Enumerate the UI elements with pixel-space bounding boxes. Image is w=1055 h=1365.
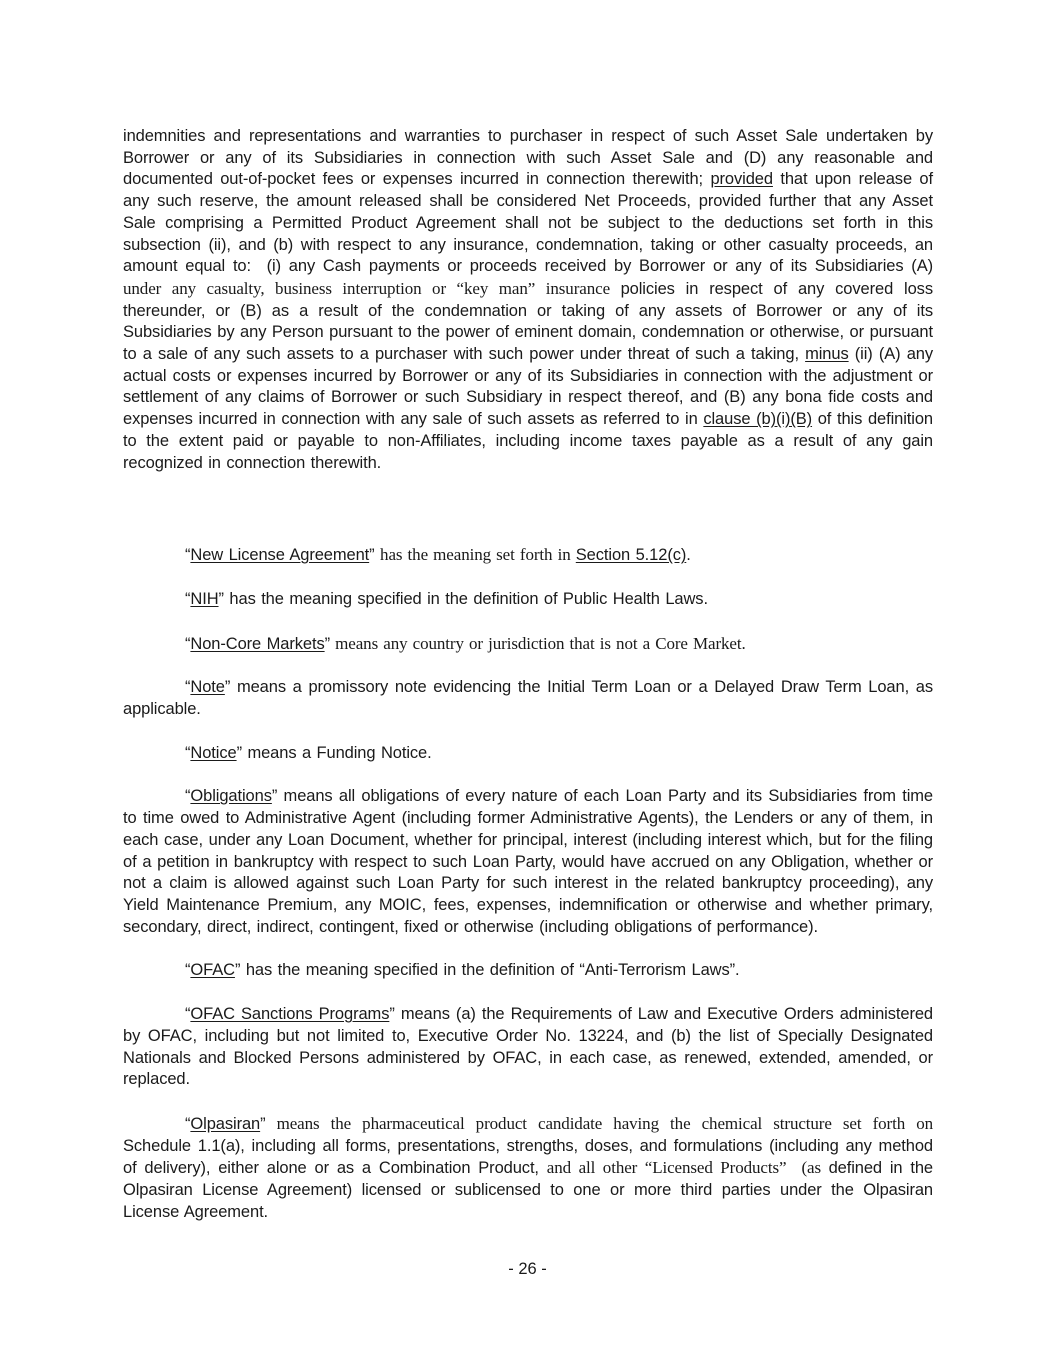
- text-segment: that upon release of any such reserve, the amount released shall be considered Net Proceeds, provided further that any Asset Sale comprising a Permitted Product Agreement shall not be subject to the deductions set forth in this subsection (ii), and (b) with respect to any insurance, condemnation, taking or other casualty proceeds, an amount equal to: (i) any Cash payments or proceeds received by Borrower or any of its Subsidiaries (A): [123, 170, 933, 276]
- text-segment: “: [185, 634, 191, 653]
- defined-term: OFAC: [190, 961, 235, 980]
- text-segment: and all other “Licensed Products” (as: [546, 1158, 829, 1178]
- text-segment: ”: [324, 634, 331, 653]
- text-segment: “: [185, 678, 191, 697]
- defined-term: New License Agreement: [190, 546, 370, 565]
- definition-ofac-sanctions-programs: [123, 1004, 933, 1091]
- text-segment: of this definition to the extent paid or payable to non-Affiliates, including income taxes payable as a result of any gain recognized in connection therewith.: [123, 410, 933, 472]
- definition-obligations: [123, 786, 933, 938]
- text-segment: “: [185, 743, 191, 762]
- defined-term: Olpasiran: [190, 1114, 261, 1133]
- definition-olpasiran: [123, 1113, 933, 1224]
- defined-term: Non-Core Markets: [190, 634, 325, 653]
- text-segment: “: [185, 589, 191, 608]
- definition-nih: [123, 589, 933, 611]
- text-segment: ” means (a) the Requirements of Law and Executive Orders administered by OFAC, including but not limited to, Executive Order No. 13224, and (b) the list of Specially Designated Nationals and Blocked Persons administered by OFAC, in each case, as renewed, extended, amended, or replaced.: [123, 1005, 933, 1089]
- paragraph-asset-sale-continuation: [123, 126, 933, 474]
- text-segment: ”: [260, 1114, 266, 1133]
- text-segment: “: [185, 1114, 191, 1133]
- text-segment: (ii) (A) any actual costs or expenses incurred by Borrower or any of its Subsidiaries in connection with the adjustment or settlement of any claims of Borrower or such Subsidiary in respect thereof, and (B) any bona fide costs and expenses incurred in connection with any sale of such assets as referred to in: [123, 345, 933, 429]
- text-segment: ” has the meaning specified in the definition of Public Health Laws.: [218, 589, 708, 608]
- text-segment: Schedule 1.1(a), including all forms, presentations, strengths, doses, and formulations (including any method of delivery), either alone or as a Combination Product,: [123, 1136, 933, 1178]
- definition-non-core-markets: [123, 633, 933, 656]
- document-body: [123, 126, 933, 1223]
- definition-new-license-agreement: [123, 544, 933, 567]
- defined-term: NIH: [190, 589, 219, 608]
- defined-term: minus: [805, 345, 849, 364]
- defined-term: clause (b)(i)(B): [703, 410, 813, 429]
- text-segment: under any casualty, business interruption or “key man” insurance: [123, 278, 621, 298]
- defined-term: Note: [190, 678, 225, 697]
- text-segment: ” has the meaning specified in the definition of “Anti-Terrorism Laws”.: [234, 961, 740, 980]
- text-segment: ” means a Funding Notice.: [236, 743, 432, 762]
- defined-term: Notice: [190, 743, 237, 762]
- definition-note: [123, 677, 933, 720]
- text-segment: indemnities and representations and warranties to purchaser in respect of such Asset Sale undertaken by Borrower or any of its Subsidiaries in connection with such Asset Sale and (D) any reasonable and documented out-of-pocket fees or expenses incurred in connection therewith;: [123, 127, 933, 189]
- text-segment: ”: [369, 546, 381, 565]
- text-segment: .: [686, 546, 691, 565]
- text-segment: “: [185, 1005, 191, 1024]
- text-segment: means the pharmaceutical product candidate having the chemical structure set forth on: [265, 1113, 933, 1133]
- defined-term: provided: [710, 170, 773, 189]
- text-segment: means any country or jurisdiction that is not a Core Market.: [330, 633, 746, 653]
- definition-notice: [123, 743, 933, 765]
- text-segment: “: [185, 961, 191, 980]
- text-segment: defined in the Olpasiran License Agreement) licensed or sublicensed to one or more third parties under the Olpasiran License Agreement.: [123, 1159, 934, 1221]
- text-segment: has the meaning set forth in: [380, 545, 576, 565]
- text-segment: ” means a promissory note evidencing the Initial Term Loan or a Delayed Draw Term Loan, as applicable.: [123, 678, 933, 719]
- defined-term: OFAC Sanctions Programs: [190, 1005, 390, 1024]
- text-segment: policies in respect of any covered loss thereunder, or (B) as a result of the condemnation or taking of any assets of Borrower or any of its Subsidiaries by any Person pursuant to the power of eminent domain, condemnation or otherwise, or pursuant to a sale of any such assets to a purchaser with such power under threat of such a taking,: [123, 279, 933, 364]
- defined-term: Obligations: [190, 787, 272, 806]
- text-segment: ” means all obligations of every nature of each Loan Party and its Subsidiaries from time to time owed to Administrative Agent (including former Administrative Agents), the Lenders or any of them, in each case, under any Loan Document, whether for principal, interest (including interest which, but for the filing of a petition in bankruptcy with respect to such Loan Party, would have accrued on any Obligation, whether or not a claim is allowed against such Loan Party for such interest in the related bankruptcy proceeding), any Yield Maintenance Premium, any MOIC, fees, expenses, indemnification or otherwise and whether primary, secondary, direct, indirect, contingent, fixed or otherwise (including obligations of performance).: [123, 787, 933, 936]
- text-segment: “: [185, 546, 191, 565]
- text-segment: “: [185, 787, 191, 806]
- page-number: - 26 -: [508, 1260, 547, 1278]
- defined-term: Section 5.12(c): [575, 546, 687, 565]
- definition-ofac: [123, 960, 933, 982]
